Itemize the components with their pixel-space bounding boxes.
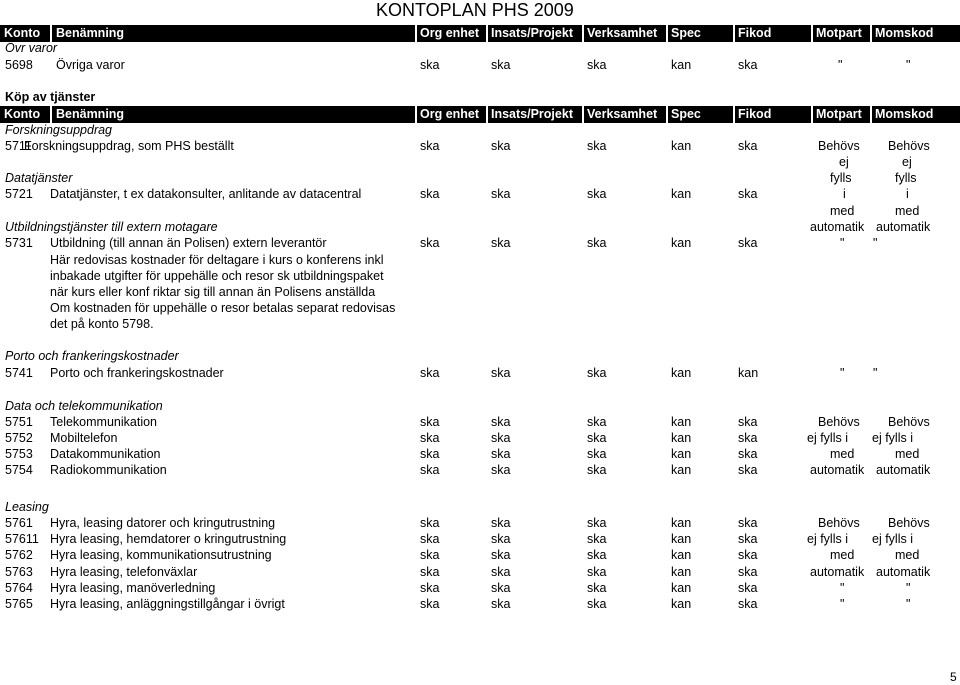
- header-konto: Konto: [4, 26, 41, 40]
- header-motpart: Motpart: [816, 26, 862, 40]
- momskod-note: med: [895, 204, 920, 218]
- header-motpart: Motpart: [816, 107, 862, 121]
- section-forskningsuppdrag: Forskningsuppdrag: [5, 123, 113, 137]
- motpart-note: fylls: [830, 171, 852, 185]
- header-org-enhet: Org enhet: [420, 107, 480, 121]
- momskod-note: automatik: [876, 220, 931, 234]
- header-konto: Konto: [4, 107, 41, 121]
- header-spec: Spec: [671, 26, 701, 40]
- header-benamning: Benämning: [56, 107, 125, 121]
- header-momskod: Momskod: [875, 26, 934, 40]
- header-spec: Spec: [671, 107, 701, 121]
- motpart-note: ej: [839, 155, 849, 169]
- momskod-note: fylls: [895, 171, 917, 185]
- header-verksamhet: Verksamhet: [587, 26, 658, 40]
- header-momskod: Momskod: [875, 107, 934, 121]
- section-leasing: Leasing: [5, 500, 49, 514]
- header-fikod: Fikod: [738, 107, 772, 121]
- momskod-note: ej: [902, 155, 912, 169]
- section-porto: Porto och frankeringskostnader: [5, 349, 179, 363]
- section-kop-av-tjanster: Köp av tjänster: [5, 90, 96, 104]
- motpart-note: med: [830, 204, 855, 218]
- section-utbildningstjanster: Utbildningstjänster till extern motagare: [5, 220, 218, 234]
- header-insats-projekt: Insats/Projekt: [491, 107, 573, 121]
- header-fikod: Fikod: [738, 26, 772, 40]
- section-ovr-varor: Övr varor: [5, 41, 58, 55]
- column-header-bar: [0, 106, 960, 123]
- column-header-bar: [0, 25, 960, 42]
- header-org-enhet: Org enhet: [420, 26, 480, 40]
- header-benamning: Benämning: [56, 26, 125, 40]
- page-number: 5: [950, 670, 957, 684]
- section-datatjanster: Datatjänster: [5, 171, 73, 185]
- header-verksamhet: Verksamhet: [587, 107, 658, 121]
- page-title: KONTOPLAN PHS 2009: [376, 0, 574, 20]
- header-insats-projekt: Insats/Projekt: [491, 26, 573, 40]
- section-data-telekommunikation: Data och telekommunikation: [5, 399, 163, 413]
- motpart-note: automatik: [810, 220, 865, 234]
